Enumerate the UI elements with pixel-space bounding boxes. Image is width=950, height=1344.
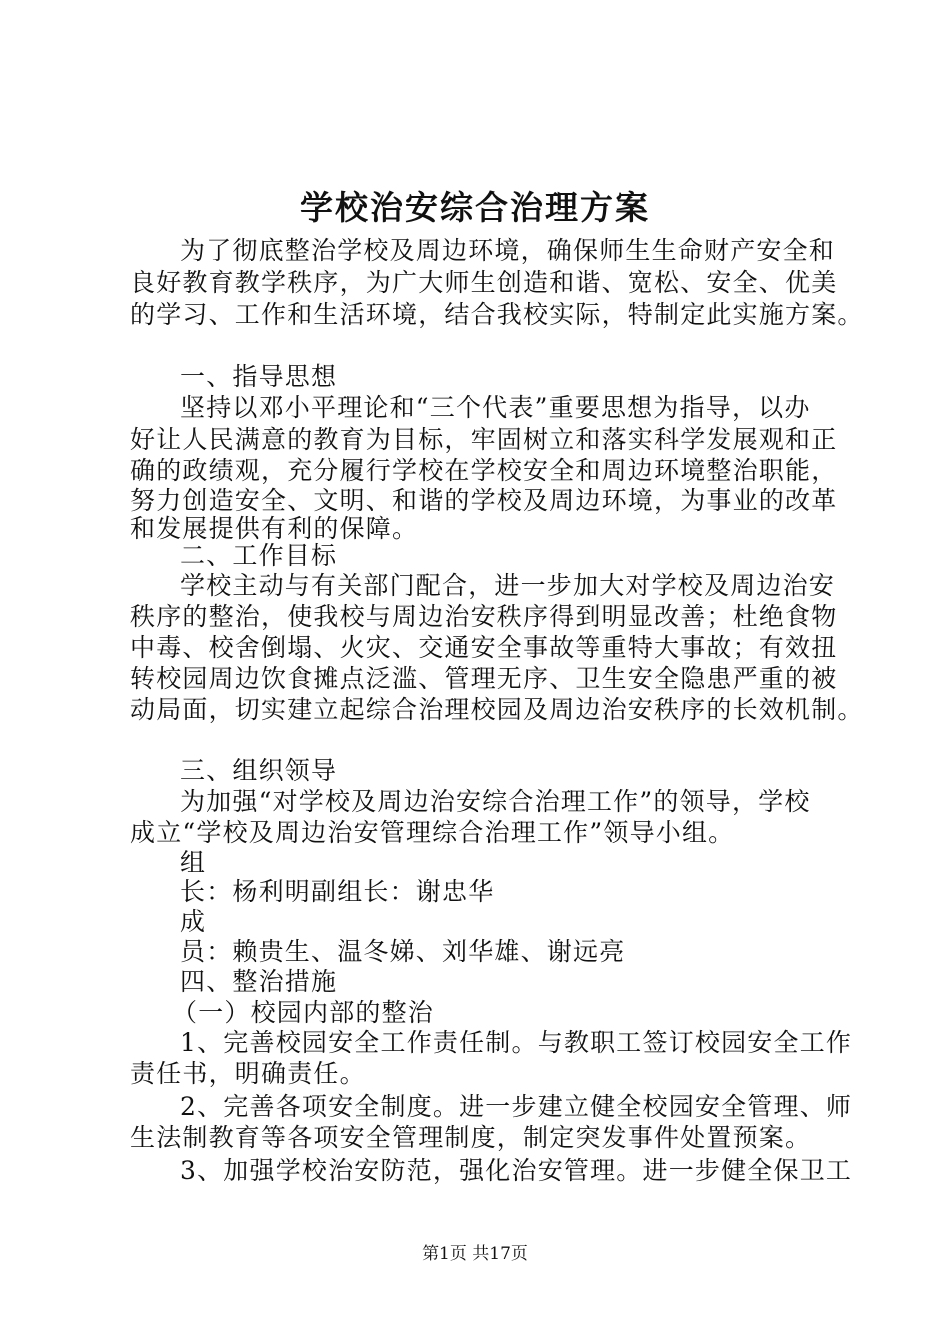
section-heading: 一、指导思想 [180,362,338,391]
body-line: 责任书，明确责任。 [130,1059,366,1088]
body-line: 成 [180,907,207,936]
body-line: 转校园周边饮食摊点泛滥、管理无序、卫生安全隐患严重的被 [130,664,838,693]
page-number-footer: 第1页 共17页 [422,1244,528,1264]
body-line: 和发展提供有利的保障。 [130,514,419,543]
body-line: 坚持以邓小平理论和“三个代表”重要思想为指导，以办 [180,393,811,422]
body-line: 员：赖贵生、温冬娣、刘华雄、谢远亮 [180,937,626,966]
body-line: 组 [180,848,207,877]
body-line: 成立“学校及周边治安管理综合治理工作”领导小组。 [130,818,735,847]
body-line: 为加强“对学校及周边治安综合治理工作”的领导，学校 [180,787,811,816]
body-line: 1、完善校园安全工作责任制。与教职工签订校园安全工作 [180,1028,853,1057]
body-line: 良好教育教学秩序，为广大师生创造和谐、宽松、安全、优美 [130,268,838,297]
body-line: 努力创造安全、文明、和谐的学校及周边环境，为事业的改革 [130,486,838,515]
body-line: 为了彻底整治学校及周边环境，确保师生生命财产安全和 [180,236,836,265]
subsection-heading: （一）校园内部的整治 [172,998,435,1027]
body-line: 3、加强学校治安防范，强化治安管理。进一步健全保卫工 [180,1156,853,1185]
section-heading: 四、整治措施 [180,967,338,996]
body-line: 长：杨利明副组长：谢忠华 [180,877,495,906]
body-line: 秩序的整治，使我校与周边治安秩序得到明显改善；杜绝食物 [130,602,838,631]
body-line: 确的政绩观，充分履行学校在学校安全和周边环境整治职能， [130,456,838,485]
body-line: 的学习、工作和生活环境，结合我校实际，特制定此实施方案。 [130,300,864,329]
body-line: 2、完善各项安全制度。进一步建立健全校园安全管理、师 [180,1092,853,1121]
body-line: 学校主动与有关部门配合，进一步加大对学校及周边治安 [180,571,836,600]
section-heading: 三、组织领导 [180,756,338,785]
section-heading: 二、工作目标 [180,541,338,570]
document-title: 学校治安综合治理方案 [300,188,650,227]
body-line: 中毒、校舍倒塌、火灾、交通安全事故等重特大事故；有效扭 [130,633,838,662]
body-line: 动局面，切实建立起综合治理校园及周边治安秩序的长效机制。 [130,695,864,724]
body-line: 生法制教育等各项安全管理制度，制定突发事件处置预案。 [130,1123,812,1152]
body-line: 好让人民满意的教育为目标，牢固树立和落实科学发展观和正 [130,425,838,454]
